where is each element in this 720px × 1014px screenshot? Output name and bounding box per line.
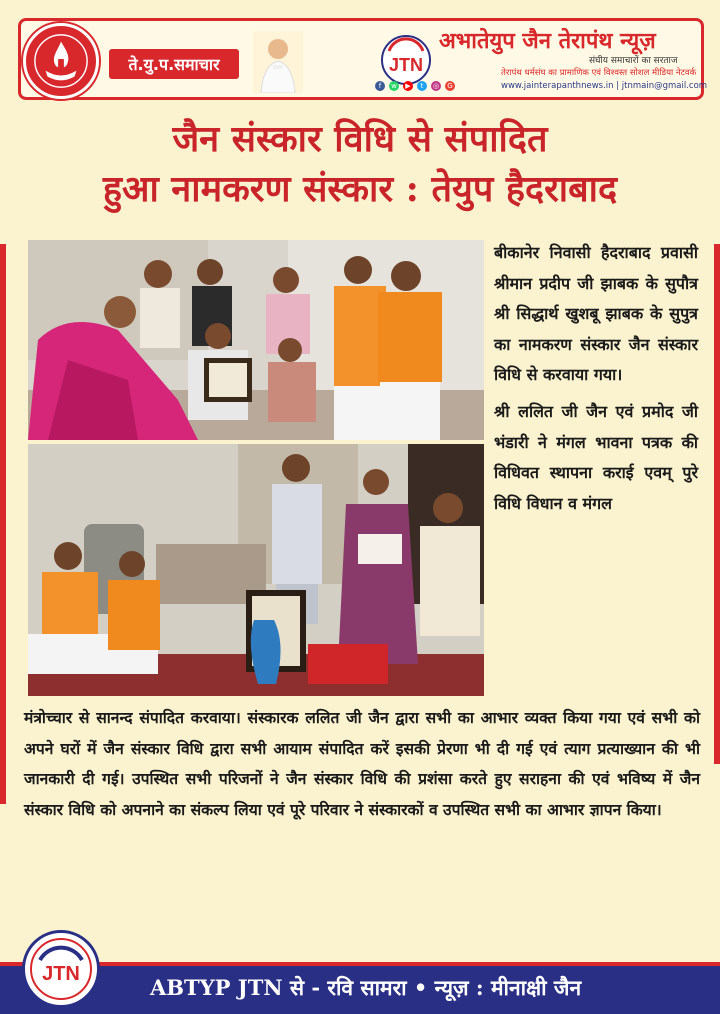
left-accent-bar bbox=[0, 244, 6, 804]
svg-text:JTN: JTN bbox=[388, 55, 424, 75]
headline-line-1: जैन संस्कार विधि से संपादित bbox=[172, 118, 548, 160]
news-subline: तेरापंथ धर्मसंघ का प्रामाणिक एवं विश्वस्त सोशल मीडिया नेटवर्क bbox=[501, 68, 697, 78]
right-accent-bar bbox=[714, 244, 720, 764]
twitter-icon[interactable]: t bbox=[417, 81, 427, 91]
footer-credit: ABTYP JTN से - रवि सामरा • न्यूज़ : मीनाक्षी जैन bbox=[150, 975, 582, 1000]
living-room-photo-icon bbox=[28, 444, 484, 696]
article-headline bbox=[20, 114, 700, 214]
masthead bbox=[18, 18, 708, 100]
svg-text:JTN: JTN bbox=[42, 963, 80, 985]
flame-emblem-icon bbox=[32, 32, 90, 90]
article-column bbox=[494, 238, 698, 519]
social-icons bbox=[375, 81, 455, 91]
article-continuation: मंत्रोच्चार से सानन्द संपादित करवाया। संस्कारक ललित जी जैन द्वारा सभी का आभार व्यक्त किया गया एवं सभी को अपने घरों में जैन संस्कार विधि द्वारा सभी आयाम संपादित करें इसकी प्रेरणा भी दी गई एवं त्याग प्रत्याख्यान की भी जानकारी दी गई। उपस्थित सभी परिजनों ने जैन संस्कार विधि की प्रशंसा करते हुए सराहना की एवं भविष्य में जैन संस्कार विधि को अपनाने का संकल्प लिया एवं पूरे परिवार ने संस्कारकों व उपस्थित सभी का आभार ज्ञापन किया। bbox=[24, 709, 700, 819]
ceremony-photo-2 bbox=[28, 444, 484, 696]
news-network-title: अभातेयुप जैन तेरापंथ न्यूज़ bbox=[439, 29, 656, 54]
header-tag: ते.यु.प.समाचार bbox=[109, 49, 239, 79]
google-icon[interactable]: G bbox=[445, 81, 455, 91]
ceremony-photo-1 bbox=[28, 240, 484, 440]
article-paragraph-2: श्री ललित जी जैन एवं प्रमोद जी भंडारी ने मंगल भावना पत्रक की विधिवत स्थापना कराई एवम् पुरे विधि विधान व मंगल bbox=[494, 401, 698, 513]
whatsapp-icon[interactable]: w bbox=[389, 81, 399, 91]
headline-line-2: हुआ नामकरण संस्कार : तेयुप हैदराबाद bbox=[102, 168, 618, 210]
jtn-badge-icon bbox=[28, 936, 94, 1002]
tyup-logo bbox=[23, 23, 99, 99]
facebook-icon[interactable]: f bbox=[375, 81, 385, 91]
instagram-icon[interactable]: ◎ bbox=[432, 82, 440, 90]
youtube-icon[interactable]: ▶ bbox=[403, 81, 413, 91]
acharya-portrait-icon bbox=[253, 31, 303, 93]
news-tagline: संघीय समाचारों का सरताज bbox=[589, 56, 678, 66]
footer-jtn-logo bbox=[22, 930, 100, 1008]
news-contact[interactable]: www.jainterapanthnews.in | jtnmain@gmail.com bbox=[501, 81, 708, 91]
group-photo-icon bbox=[28, 240, 484, 440]
article-paragraph-1: बीकानेर निवासी हैदराबाद प्रवासी श्रीमान प्रदीप जी झाबक के सुपौत्र श्री सिद्धार्थ खुशबू झाबक के सुपुत्र का नामकरण संस्कार जैन संस्कार विधि से करवाया गया। bbox=[494, 243, 698, 385]
jtn-logo-icon bbox=[379, 33, 433, 87]
